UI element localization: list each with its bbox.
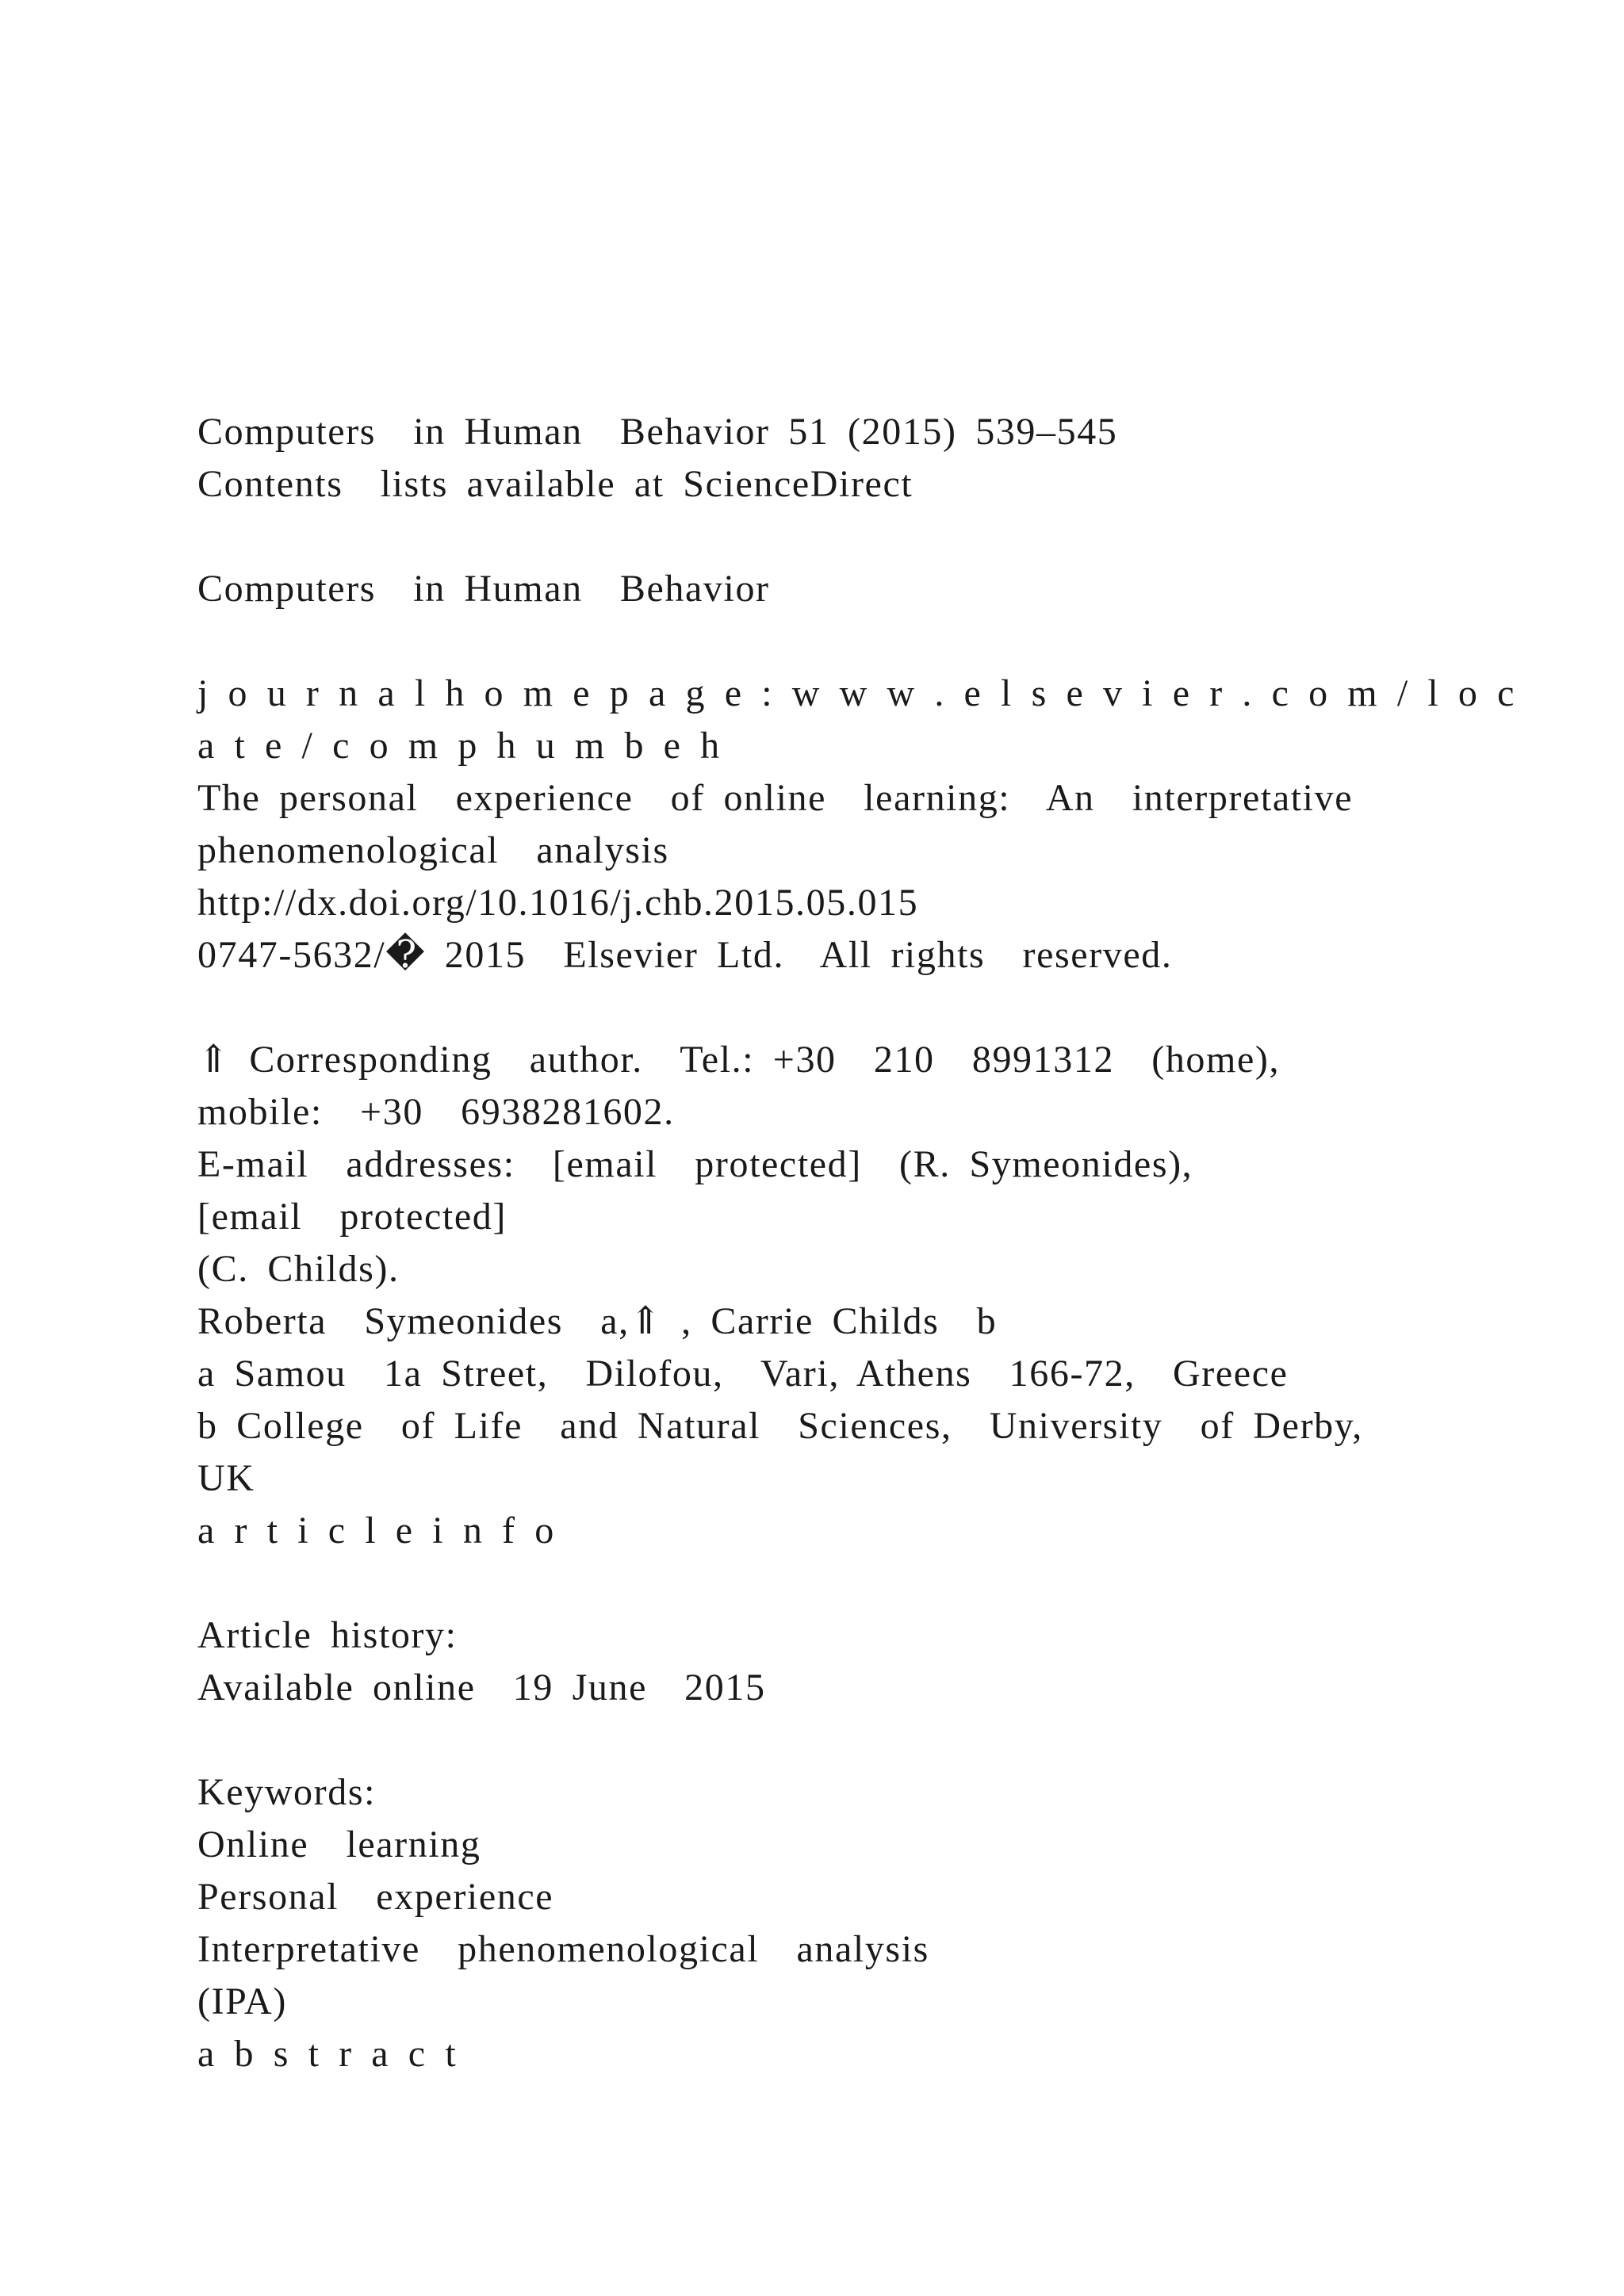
- affiliation-a: a Samou 1a Street, Dilofou, Vari, Athens 166-72, Greece: [197, 1353, 1289, 1395]
- keywords-label: Keywords:: [197, 1771, 377, 1813]
- doi-link[interactable]: http://dx.doi.org/10.1016/j.chb.2015.05.015: [197, 882, 919, 924]
- article-info-heading: a r t i c l e i n f o: [197, 1510, 555, 1552]
- corresponding-author-line-1: ⇑ Corresponding author. Tel.: +30 210 8991312 (home),: [197, 1039, 1281, 1081]
- affiliation-b-line-2: UK: [197, 1457, 255, 1499]
- keyword-item: Personal experience: [197, 1876, 554, 1918]
- corresponding-author-line-2: mobile: +30 6938281602.: [197, 1091, 675, 1133]
- article-title-line-2: phenomenological analysis: [197, 829, 669, 871]
- author-names: Roberta Symeonides a,⇑ , Carrie Childs b: [197, 1300, 998, 1342]
- spacer: [197, 982, 1466, 1034]
- article-title-line-1: The personal experience of online learning: An interpretative: [197, 777, 1354, 819]
- spacer: [197, 1557, 1466, 1609]
- spacer: [197, 1714, 1466, 1766]
- email-addresses-line-2: [email protected]: [197, 1196, 507, 1238]
- document-body: [197, 406, 1516, 2080]
- available-online-date: Available online 19 June 2015: [197, 1667, 766, 1709]
- journal-citation: Computers in Human Behavior 51 (2015) 539–545: [197, 411, 1118, 453]
- journal-homepage-line-2: a t e / c o m p h u m b e h: [197, 725, 721, 767]
- keyword-item: Interpretative phenomenological analysis: [197, 1928, 929, 1970]
- keyword-item: Online learning: [197, 1823, 481, 1866]
- copyright-notice: 0747-5632/� 2015 Elsevier Ltd. All rights reserved.: [197, 934, 1173, 976]
- abstract-heading: a b s t r a c t: [197, 2033, 458, 2075]
- email-addresses-line-1: E-mail addresses: [email protected] (R. Symeonides),: [197, 1143, 1193, 1185]
- affiliation-b-line-1: b College of Life and Natural Sciences, University of Derby,: [197, 1405, 1363, 1447]
- contents-availability: Contents lists available at ScienceDirect: [197, 463, 914, 505]
- email-addresses-line-3: (C. Childs).: [197, 1248, 400, 1290]
- keyword-item: (IPA): [197, 1980, 287, 2022]
- spacer: [197, 511, 1466, 563]
- article-history-label: Article history:: [197, 1614, 458, 1656]
- journal-homepage-line-1: j o u r n a l h o m e p a g e : w w w . e l s e v i e r . c o m / l o c: [197, 672, 1516, 714]
- spacer: [197, 615, 1466, 668]
- journal-name: Computers in Human Behavior: [197, 568, 770, 610]
